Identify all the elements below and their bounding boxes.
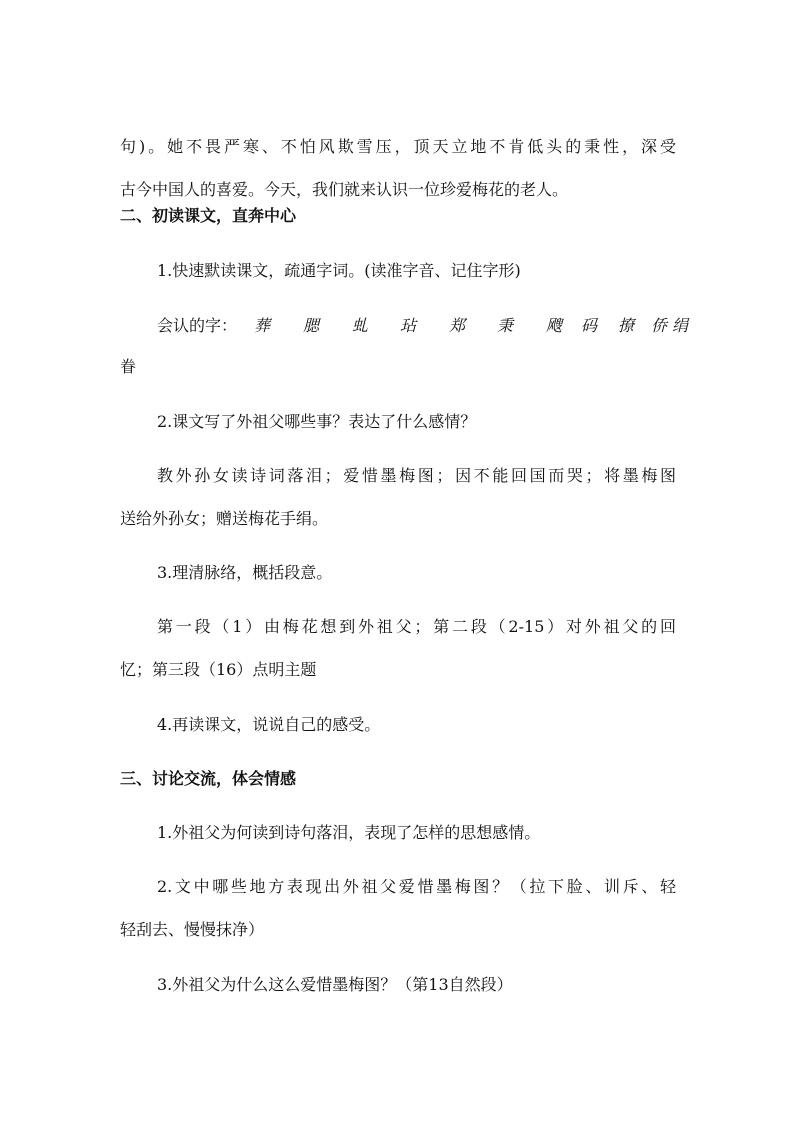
recognize-char: 郑 [449, 316, 466, 335]
recognize-char: 虬 [352, 316, 369, 335]
recognize-char: 腮 [303, 316, 320, 335]
recognize-char: 绢 [672, 316, 689, 335]
recognize-char: 玷 [400, 316, 417, 335]
section-2-item-2: 2.课文写了外祖父哪些事？表达了什么感情？ [157, 412, 477, 431]
recognize-char: 秉 [497, 316, 514, 335]
recognize-char: 飕 [546, 316, 563, 335]
section-3-item-3: 3.外祖父为什么这么爱惜墨梅图？（第13自然段） [157, 975, 513, 994]
section-2-heading: 二、初读课文，直奔中心 [120, 206, 297, 225]
section-3-item-2-line-1: 2.文中哪些地方表现出外祖父爱惜墨梅图？（拉下脸、训斥、轻 [157, 877, 676, 896]
recognize-char: 撩 [618, 316, 635, 335]
recognize-char: 葬 [254, 316, 271, 335]
section-2-answer-2-line-2: 送给外孙女；赠送梅花手绢。 [120, 509, 329, 528]
section-2-answer-2-line-1: 教外孙女读诗词落泪；爱惜墨梅图；因不能回国而哭；将墨梅图 [157, 466, 676, 485]
section-2-answer-3-line-1: 第一段（1）由梅花想到外祖父；第二段（2-15）对外祖父的回 [157, 617, 676, 636]
recognize-char-wrap: 眷 [120, 357, 137, 376]
section-2-item-1: 1.快速默读课文，疏通字词。(读准字音、记住字形) [157, 261, 521, 280]
recognize-chars-row [157, 316, 689, 340]
recognize-chars-label: 会认的字： [157, 316, 238, 335]
section-2-answer-3-line-2: 忆；第三段（16）点明主题 [120, 660, 317, 679]
section-3-heading: 三、讨论交流，体会情感 [120, 769, 297, 788]
intro-line-1: 句)。她不畏严寒、不怕风欺雪压，顶天立地不肯低头的秉性，深受 [120, 137, 676, 156]
intro-line-2: 古今中国人的喜爱。今天，我们就来认识一位珍爱梅花的老人。 [120, 180, 569, 199]
section-3-item-1: 1.外祖父为何读到诗句落泪，表现了怎样的思想感情。 [157, 823, 541, 842]
section-3-item-2-line-2: 轻刮去、慢慢抹净） [120, 920, 265, 939]
section-2-item-4: 4.再读课文，说说自己的感受。 [157, 715, 381, 734]
recognize-char: 侨 [651, 316, 668, 335]
recognize-char: 码 [581, 316, 598, 335]
section-2-item-3: 3.理清脉络，概括段意。 [157, 563, 333, 582]
